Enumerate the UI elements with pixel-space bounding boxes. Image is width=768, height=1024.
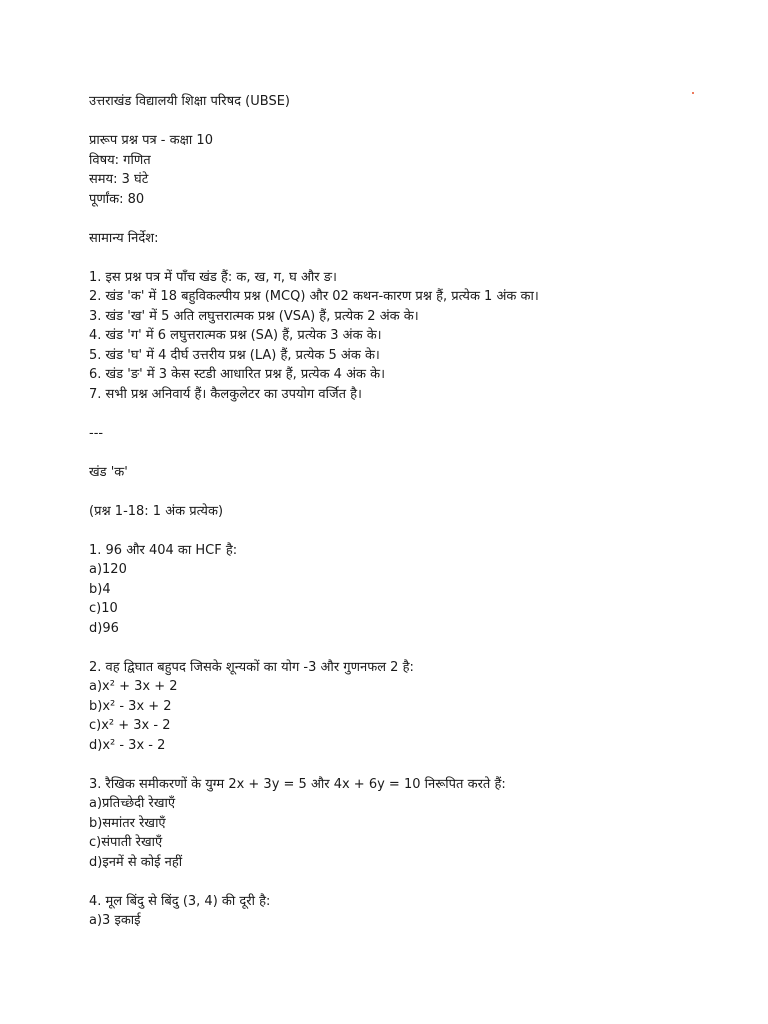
answer-option: c)10 [89,601,118,616]
question-text: 1. 96 और 404 का HCF है: [89,542,238,558]
instruction-item: 7. सभी प्रश्न अनिवार्य हैं। कैलकुलेटर का उपयोग वर्जित है। [89,386,362,402]
answer-option: b)4 [89,581,111,597]
instruction-item: 1. इस प्रश्न पत्र में पाँच खंड हैं: क, ख, ग, घ और ङ। [89,269,337,285]
instructions-title: सामान्य निर्देश: [89,230,159,246]
question-text: 3. रैखिक समीकरणों के युग्म 2x + 3y = 5 और 4x + 6y = 10 निरूपित करते हैं: [89,776,506,792]
paper-title: प्रारूप प्रश्न पत्र - कक्षा 10 [89,133,213,148]
answer-option: a)प्रतिच्छेदी रेखाएँ [89,796,176,811]
instruction-item: 4. खंड 'ग' में 6 लघुत्तरात्मक प्रश्न (SA) हैं, प्रत्येक 3 अंक के। [89,328,382,343]
answer-option: c)संपाती रेखाएँ [89,835,163,850]
instruction-item: 5. खंड 'घ' में 4 दीर्घ उत्तरीय प्रश्न (LA) हैं, प्रत्येक 5 अंक के। [89,347,380,363]
marks-line: पूर्णांक: 80 [89,191,145,207]
answer-option: b)समांतर रेखाएँ [89,815,166,831]
question-text: 2. वह द्विघात बहुपद जिसके शून्यकों का योग -3 और गुणनफल 2 है: [89,659,414,675]
answer-option: d)x² - 3x - 2 [89,737,166,753]
time-line: समय: 3 घंटे [89,172,149,187]
subject-line: विषय: गणित [89,152,151,168]
answer-option: b)x² - 3x + 2 [89,698,172,714]
answer-option: c)x² + 3x - 2 [89,718,171,733]
section-title: खंड 'क' [89,464,128,480]
board-title: उत्तराखंड विद्यालयी शिक्षा परिषद (UBSE) [89,94,290,109]
answer-option: a)120 [89,562,127,577]
answer-option: a)3 इकाई [89,913,141,928]
section-note: (प्रश्न 1-18: 1 अंक प्रत्येक) [89,503,224,519]
instruction-item: 3. खंड 'ख' में 5 अति लघुत्तरात्मक प्रश्न (VSA) हैं, प्रत्येक 2 अंक के। [89,308,419,324]
answer-option: d)इनमें से कोई नहीं [89,854,183,870]
instruction-item: 6. खंड 'ङ' में 3 केस स्टडी आधारित प्रश्न हैं, प्रत्येक 4 अंक के। [89,367,386,382]
answer-option: a)x² + 3x + 2 [89,679,178,694]
answer-option: d)96 [89,620,119,636]
separator: --- [89,425,104,441]
instruction-item: 2. खंड 'क' में 18 बहुविकल्पीय प्रश्न (MCQ) और 02 कथन-कारण प्रश्न हैं, प्रत्येक 1 अंक का। [89,289,539,304]
question-text: 4. मूल बिंदु से बिंदु (3, 4) की दूरी है: [89,893,271,909]
question-paper [89,92,749,931]
